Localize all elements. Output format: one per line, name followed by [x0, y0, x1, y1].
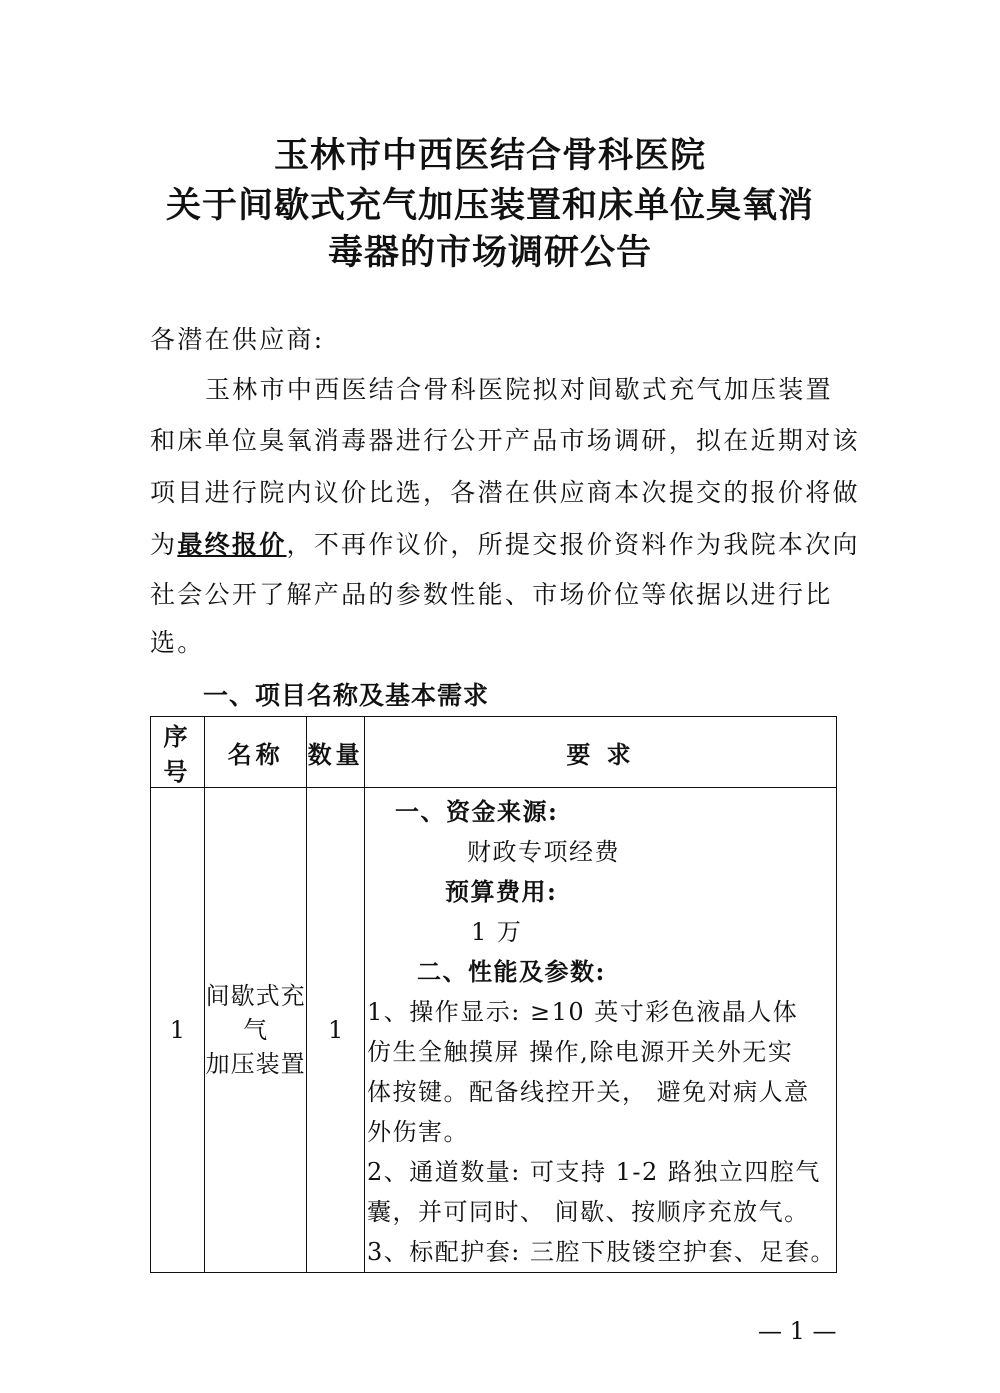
table-row [151, 788, 837, 1273]
requirement-line: 一、资金来源: [395, 797, 559, 826]
requirements-table [150, 716, 837, 1273]
requirement-line: 1 万 [471, 918, 523, 946]
page-number: — 1 — [758, 1317, 837, 1345]
requirement-line: 体按键。配备线控开关， 避免对病人意 [367, 1078, 810, 1106]
requirement-line: 财政专项经费 [467, 838, 621, 866]
section-heading: 一、项目名称及基本需求 [203, 681, 490, 710]
body-line: 项目进行院内议价比选，各潜在供应商本次提交的报价将做 [150, 478, 860, 507]
body-line: 社会公开了解产品的参数性能、市场价位等依据以进行比 [150, 580, 833, 609]
document-title-line-2: 关于间歇式充气加压装置和床单位臭氧消 [165, 185, 814, 226]
requirement-line: 2、通道数量: 可支持 1-2 路独立四腔气 [367, 1158, 821, 1186]
requirement-line: 囊，并可同时、 间歇、按顺序充放气。 [367, 1198, 810, 1226]
body-text: 为 [150, 530, 178, 559]
table-header-row [151, 717, 837, 788]
body-text: ，不再作议价，所提交报价资料作为我院本次向 [286, 530, 860, 559]
name-line: 加压装置 [205, 1050, 306, 1078]
body-line: 选。 [150, 628, 205, 657]
body-line: 玉林市中西医结合骨科医院拟对间歇式充气加压装置 [205, 375, 833, 404]
cell-requirements [365, 788, 837, 1273]
document-title-line-1: 玉林市中西医结合骨科医院 [273, 135, 706, 176]
requirement-line: 1、操作显示: ≥10 英寸彩色液晶人体 [367, 998, 799, 1026]
requirement-line: 外伤害。 [367, 1118, 470, 1146]
body-line: 和床单位臭氧消毒器进行公开产品市场调研，拟在近期对该 [150, 426, 860, 455]
cell-index: 1 [151, 788, 205, 1273]
final-quote-emphasis: 最终报价 [177, 530, 287, 559]
cell-name [204, 788, 306, 1273]
header-quantity: 数量 [307, 717, 365, 788]
requirement-line: 预算费用: [445, 877, 558, 906]
header-index: 序号 [151, 717, 205, 788]
header-requirements: 要 求 [365, 717, 837, 788]
name-line: 间歇式充气 [205, 982, 306, 1044]
cell-quantity: 1 [307, 788, 365, 1273]
body-line [150, 525, 860, 561]
requirement-line: 二、性能及参数: [417, 957, 606, 986]
document-title-line-3: 毒器的市场调研公告 [327, 232, 652, 273]
header-name: 名称 [204, 717, 306, 788]
requirement-line: 仿生全触摸屏 操作,除电源开关外无实 [367, 1038, 794, 1066]
salutation: 各潜在供应商: [150, 325, 325, 354]
requirement-line: 3、标配护套: 三腔下肢镂空护套、足套。 [367, 1238, 836, 1266]
